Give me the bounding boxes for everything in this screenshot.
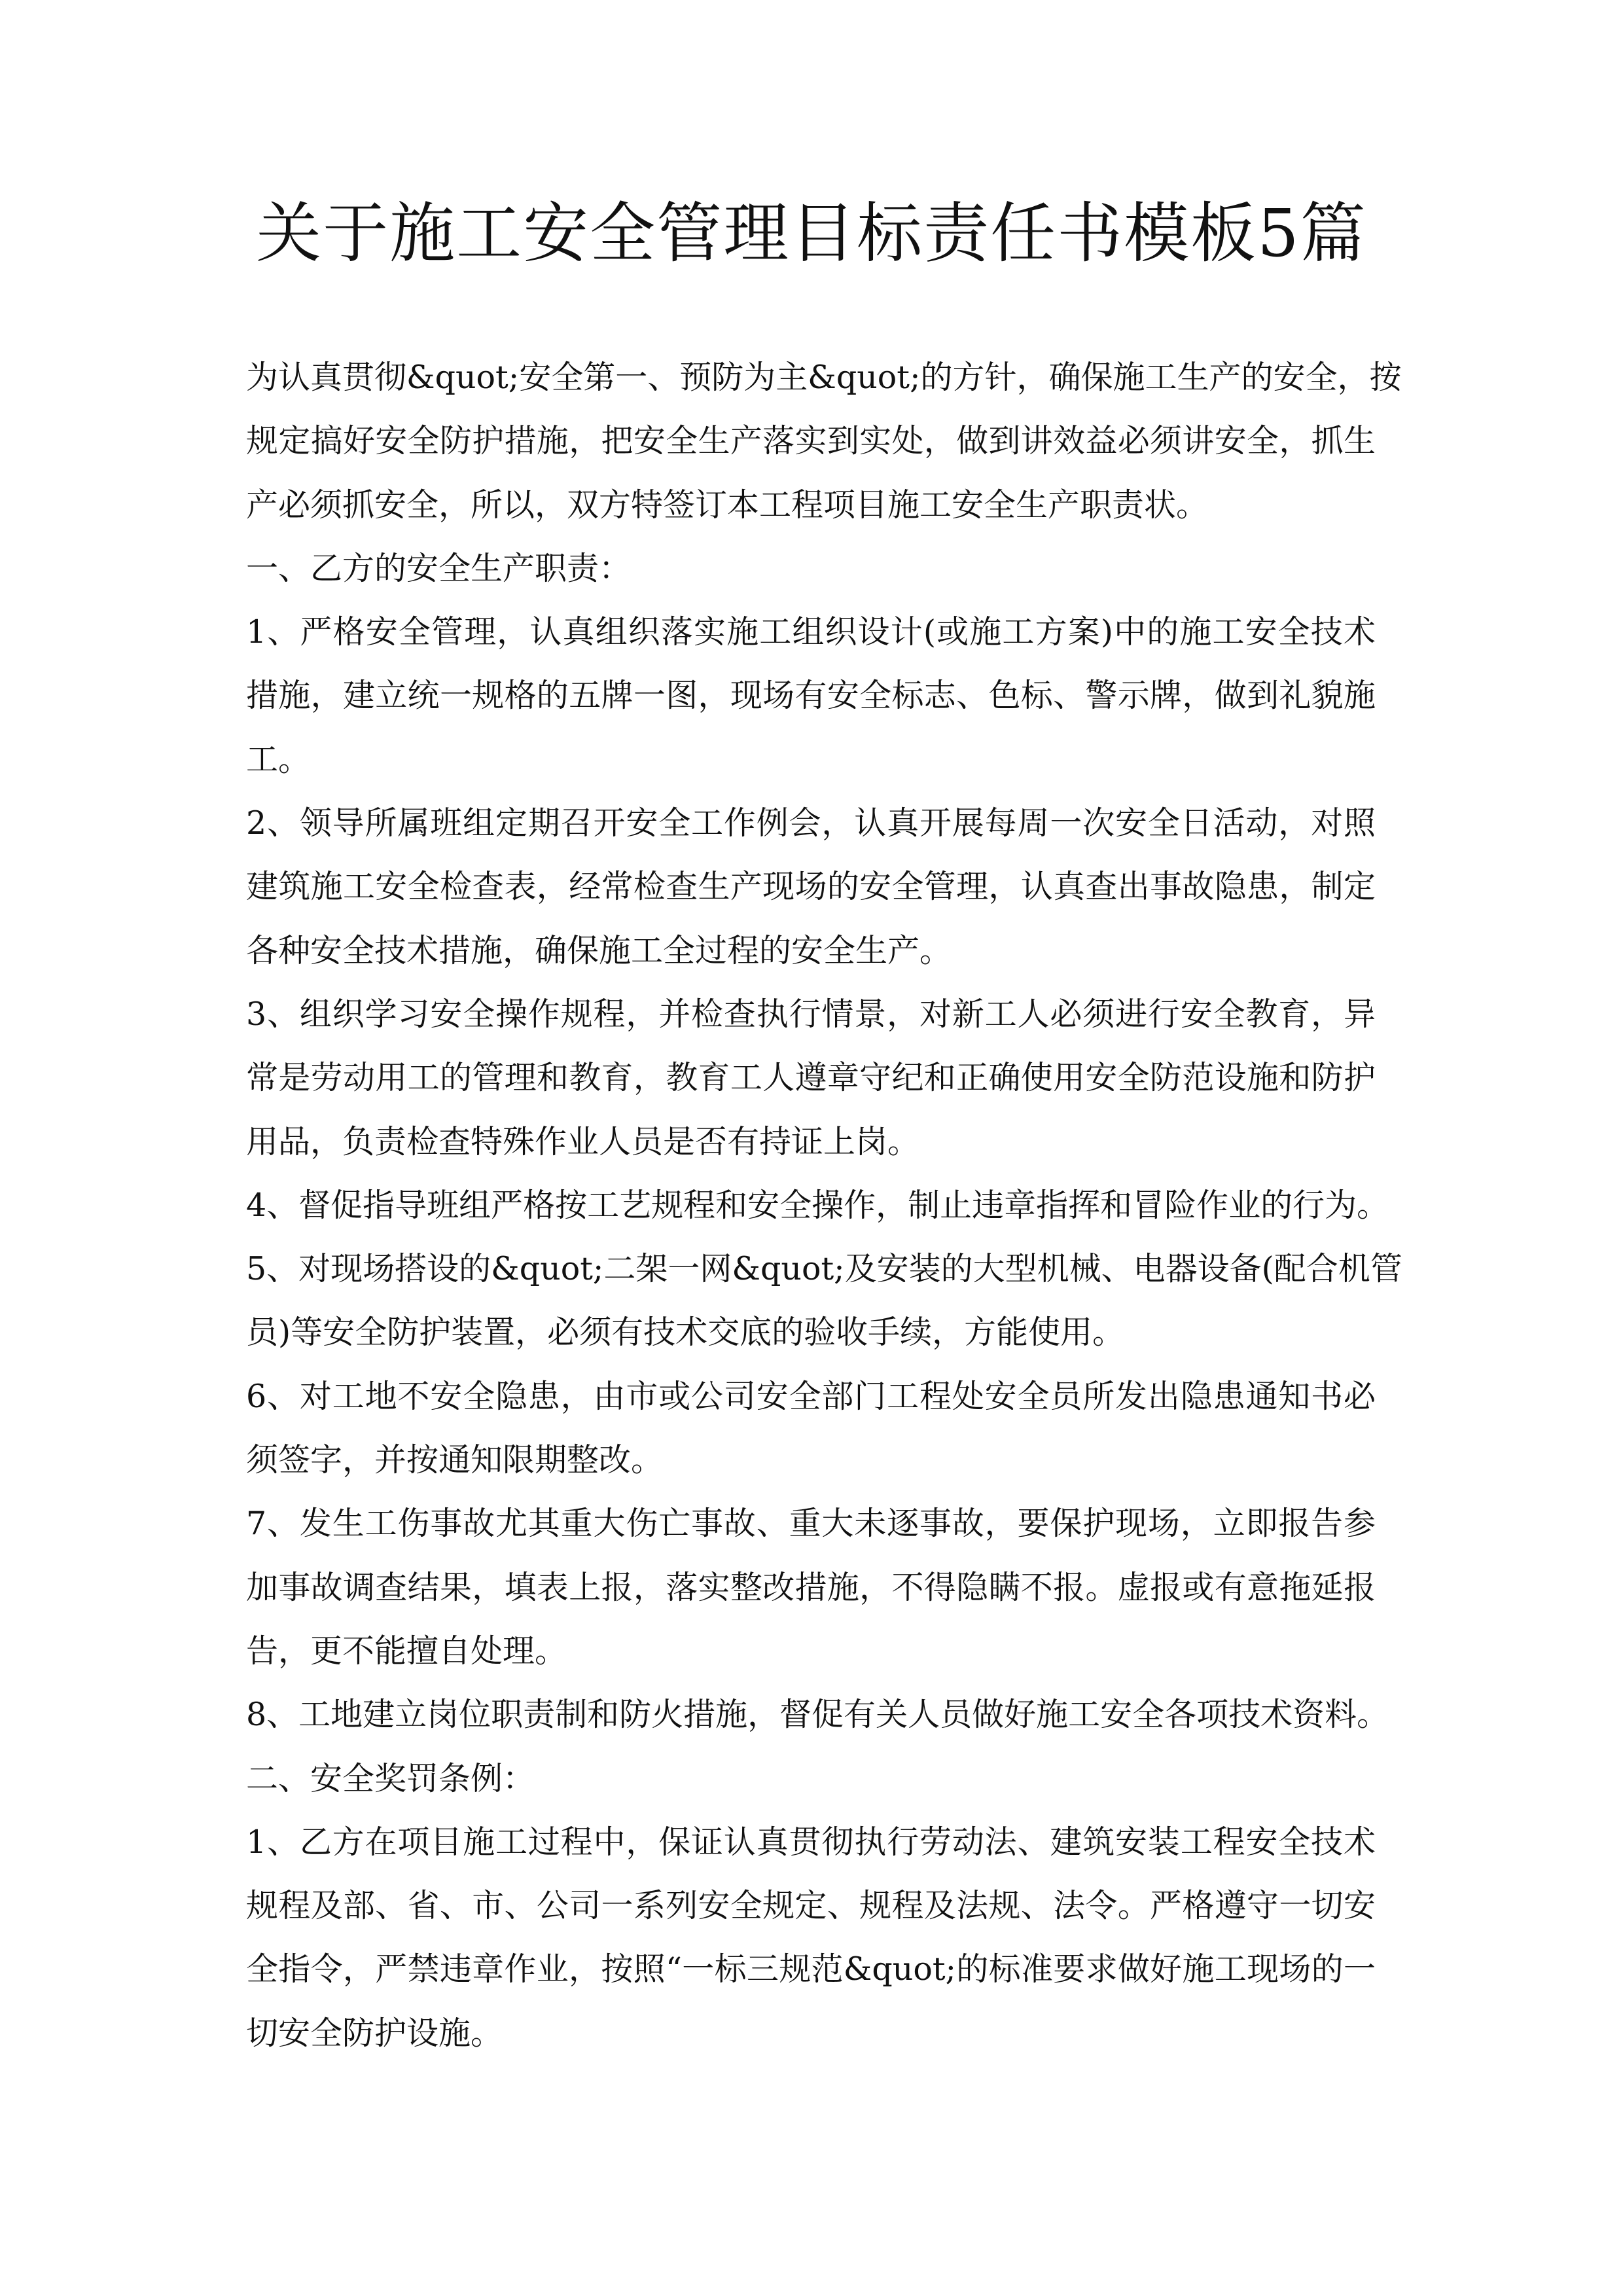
text-line: 措施，建立统一规格的五牌一图，现场有安全标志、色标、警示牌，做到礼貌施 <box>246 677 1376 715</box>
text-line: 常是劳动用工的管理和教育，教育工人遵章守纪和正确使用安全防范设施和防护 <box>246 1059 1376 1097</box>
text-line: 规程及部、省、市、公司一系列安全规定、规程及法规、法令。严格遵守一切安 <box>246 1887 1376 1925</box>
paragraph <box>246 791 1376 982</box>
text-line: 3、组织学习安全操作规程，并检查执行情景，对新工人必须进行安全教育，异 <box>246 995 1376 1033</box>
text-line: 须签字，并按通知限期整改。 <box>246 1441 664 1479</box>
document-body <box>246 346 1402 2065</box>
paragraph <box>246 600 1376 791</box>
text-line: 用品，负责检查特殊作业人员是否有持证上岗。 <box>246 1122 920 1160</box>
paragraph <box>246 1810 1376 2065</box>
text-line: 1、严格安全管理，认真组织落实施工组织设计(或施工方案)中的施工安全技术 <box>246 613 1376 651</box>
paragraph <box>246 982 1376 1174</box>
paragraph <box>246 1747 1376 1810</box>
text-line: 4、督促指导班组严格按工艺规程和安全操作，制止违章指挥和冒险作业的行为。 <box>246 1186 1389 1224</box>
paragraph <box>246 537 1376 600</box>
paragraph <box>246 1492 1376 1683</box>
paragraph <box>246 1365 1376 1492</box>
text-line: 8、工地建立岗位职责制和防火措施，督促有关人员做好施工安全各项技术资料。 <box>246 1696 1389 1734</box>
text-line: 产必须抓安全，所以，双方特签订本工程项目施工安全生产职责状。 <box>246 486 1209 524</box>
text-line: 工。 <box>246 740 311 778</box>
text-line: 加事故调查结果，填表上报，落实整改措施，不得隐瞒不报。虚报或有意拖延报 <box>246 1568 1376 1606</box>
paragraph <box>246 1237 1402 1365</box>
text-line: 全指令，严禁违章作业，按照“一标三规范&quot;的标准要求做好施工现场的一 <box>246 1950 1376 1988</box>
text-line: 规定搞好安全防护措施，把安全生产落实到实处，做到讲效益必须讲安全，抓生 <box>246 422 1376 460</box>
paragraph <box>246 1174 1389 1237</box>
text-line: 员)等安全防护装置，必须有技术交底的验收手续，方能使用。 <box>246 1314 1125 1352</box>
text-line: 告，更不能擅自处理。 <box>246 1632 567 1670</box>
text-line: 各种安全技术措施，确保施工全过程的安全生产。 <box>246 931 952 969</box>
text-line: 建筑施工安全检查表，经常检查生产现场的安全管理，认真查出事故隐患，制定 <box>246 868 1376 906</box>
text-line: 7、发生工伤事故尤其重大伤亡事故、重大未逐事故，要保护现场，立即报告参 <box>246 1505 1376 1543</box>
text-line: 为认真贯彻&quot;安全第一、预防为主&quot;的方针，确保施工生产的安全，按 <box>246 359 1402 396</box>
text-line: 一、乙方的安全生产职责： <box>246 549 632 587</box>
paragraph <box>246 1683 1389 1746</box>
text-line: 5、对现场搭设的&quot;二架一网&quot;及安装的大型机械、电器设备(配合机管 <box>246 1250 1402 1288</box>
text-line: 二、安全奖罚条例： <box>246 1759 535 1797</box>
text-line: 6、对工地不安全隐患，由市或公司安全部门工程处安全员所发出隐患通知书必 <box>246 1377 1376 1415</box>
text-line: 2、领导所属班组定期召开安全工作例会，认真开展每周一次安全日活动，对照 <box>246 804 1376 842</box>
text-line: 切安全防护设施。 <box>246 2014 503 2052</box>
text-line: 1、乙方在项目施工过程中，保证认真贯彻执行劳动法、建筑安装工程安全技术 <box>246 1823 1376 1861</box>
paragraph <box>246 346 1402 537</box>
document-title: 关于施工安全管理目标责任书模板5篇 <box>256 195 1367 272</box>
